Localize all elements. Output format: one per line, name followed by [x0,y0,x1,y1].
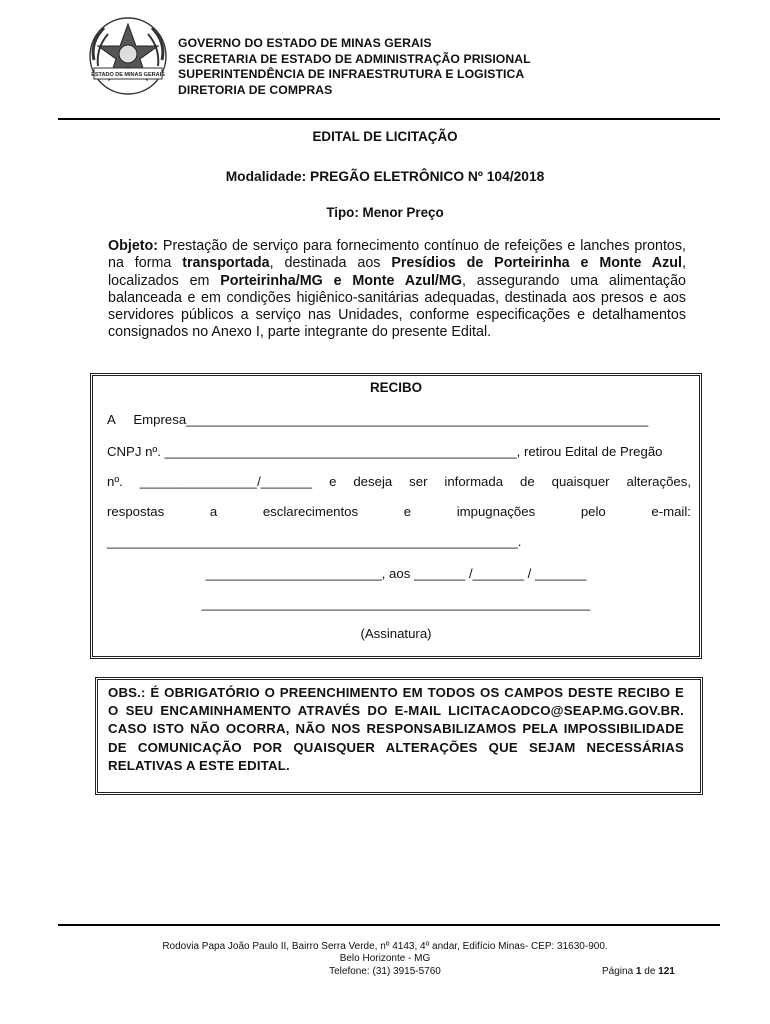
signature-label: (Assinatura) [360,626,432,641]
page-current: 1 [635,966,642,977]
objeto-emphasis: Presídios de Porteirinha e Monte Azul [391,255,682,272]
respostas-word: esclarecimentos [262,504,359,519]
header-text [178,36,531,98]
objeto-label: Objeto: [108,238,159,254]
objeto-text: Prestação de serviço para fornecimento contínuo de refeições e lanches prontos, na forma [108,238,686,272]
obs-notice-text: OBS.: É OBRIGATÓRIO O PREENCHIMENTO EM TODOS OS CAMPOS DESTE RECIBO E O SEU ENCAMINHAMENTO ATRAVÉS DO E-MAIL LICITACAODCO@SEAP.MG.GOV.BR. CASO ISTO NÃO OCORRA, NÃO NOS RESPONSABILIZAMOS PELA IMPOSSIBILIDADE DE COMUNICAÇÃO POR QUAISQUER ALTERAÇÕES QUE SEJAM NECESSÁRIAS RELATIVAS A ESTE EDITAL. [108,685,684,773]
numero-word: quaisquer [551,474,610,489]
minas-gerais-seal-icon [86,14,170,98]
numero-word: ser [409,474,428,489]
seal-ribbon-text: ESTADO DE MINAS GERAIS [91,72,165,78]
objeto-text: , localizados em [108,255,686,289]
obs-notice-box [95,677,703,795]
page-of: de [644,966,656,977]
footer-city: Belo Horizonte - MG [339,953,431,965]
respostas-line [107,504,691,519]
objeto-emphasis: transportada [182,255,270,272]
tipo-heading: Tipo: Menor Preço [326,205,444,220]
respostas-word: e-mail: [651,504,691,519]
footer-phone: Telefone: (31) 3915-5760 [329,965,441,977]
numero-word: de [520,474,535,489]
date-location-field[interactable]: ________________________, aos _______ /_______ / _______ [205,566,587,581]
numero-field[interactable]: ________________/_______ [139,474,313,489]
signature-field[interactable]: _____________________________________________________ [201,596,591,611]
numero-word: e [329,474,337,489]
numero-word: informada [444,474,504,489]
respostas-word: respostas [107,504,165,519]
footer-divider [58,924,720,926]
respostas-word: impugnações [456,504,536,519]
numero-word: deseja [353,474,393,489]
empresa-label: A Empresa [107,412,187,427]
objeto-emphasis: Porteirinha/MG e Monte Azul/MG [220,272,462,289]
header-line-superintendence: SUPERINTENDÊNCIA DE INFRAESTRUTURA E LOGISTICA [178,67,525,82]
document-header [86,14,746,106]
numero-word: nº. [107,474,123,489]
empresa-field[interactable]: _______________________________________________________________ [186,412,649,427]
header-divider [58,118,720,120]
objeto-paragraph [108,238,686,342]
respostas-word: pelo [580,504,606,519]
respostas-word: a [209,504,218,519]
page-label: Página [602,966,634,977]
header-line-secretariat: SECRETARIA DE ESTADO DE ADMINISTRAÇÃO PRISIONAL [178,51,531,66]
header-line-directorate: DIRETORIA DE COMPRAS [178,82,333,97]
numero-word: alterações, [626,474,691,489]
objeto-text: , destinada aos [269,255,392,272]
page-number [602,966,675,977]
recibo-form [90,373,702,659]
recibo-title: RECIBO [369,380,423,395]
objeto-text: , assegurando uma alimentação balanceada e em condições higiênico-sanitárias adequadas, destinada aos presos e aos servidores públicos a serviço nas Unidades, conforme especificações e detalhamentos consignados no Anexo I, parte integrante do presente Edital. [108,272,686,341]
modalidade-heading: Modalidade: PREGÃO ELETRÔNICO Nº 104/2018 [225,169,545,184]
header-line-government: GOVERNO DO ESTADO DE MINAS GERAIS [178,36,432,50]
email-field[interactable]: ________________________________________________________. [107,534,522,549]
numero-line [107,474,691,489]
page-total: 121 [658,966,675,977]
respostas-word: e [403,504,412,519]
empresa-line [107,412,691,427]
document-title: EDITAL DE LICITAÇÃO [312,129,458,144]
footer-address: Rodovia Papa João Paulo II, Bairro Serra Verde, nº 4143, 4º andar, Edifício Minas- CEP: 31630-900. [162,941,608,952]
cnpj-line[interactable]: CNPJ nº. ________________________________________________, retirou Edital de Pregão [107,444,663,459]
